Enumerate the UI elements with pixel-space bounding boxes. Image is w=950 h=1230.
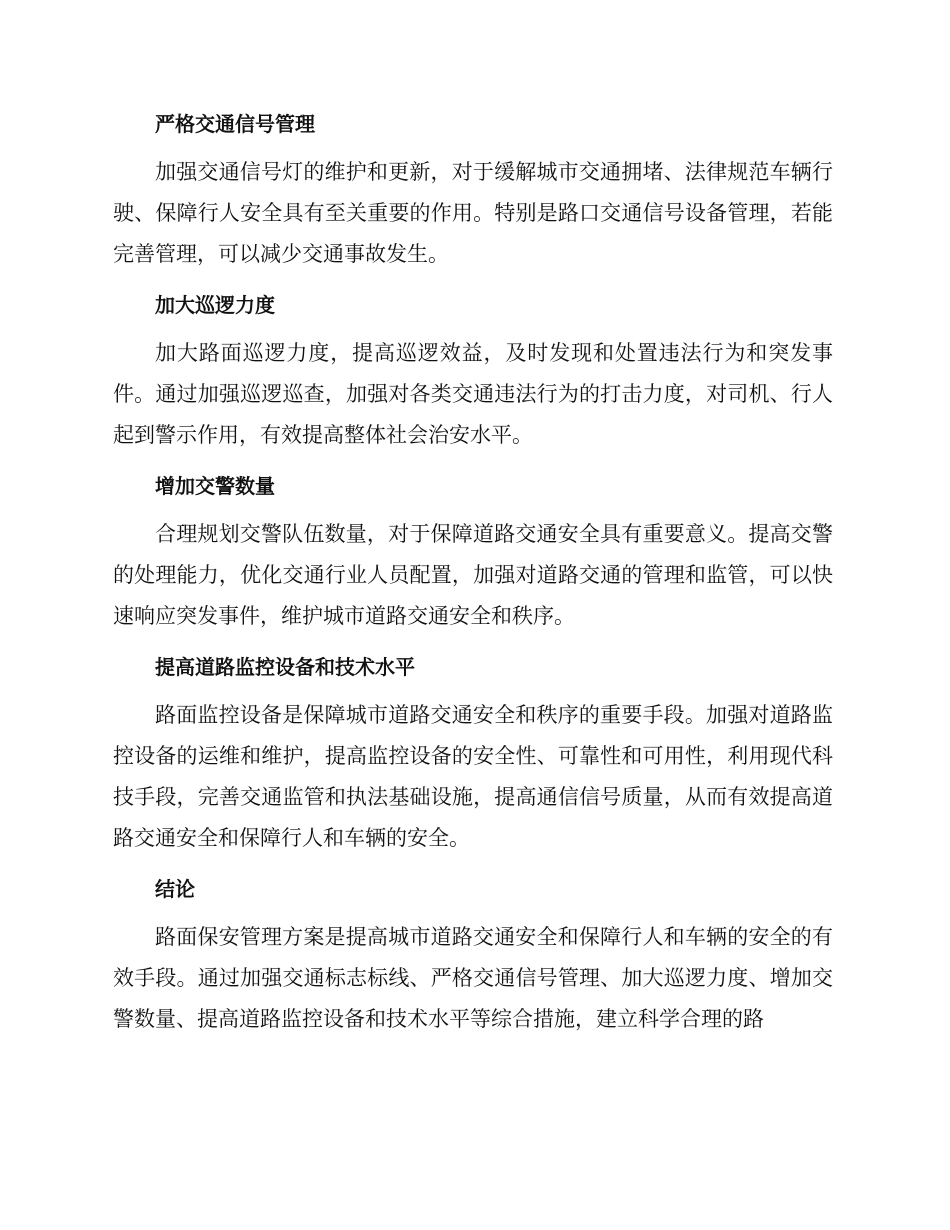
section-traffic-signal — [113, 104, 833, 275]
section-patrol — [113, 285, 833, 456]
section-heading: 增加交警数量 — [155, 474, 275, 498]
section-heading: 加大巡逻力度 — [155, 293, 275, 317]
document-page — [113, 104, 833, 1050]
section-monitoring — [113, 647, 833, 859]
section-paragraph: 加强交通信号灯的维护和更新，对于缓解城市交通拥堵、法律规范车辆行驶、保障行人安全具有至关重要的作用。特别是路口交通信号设备管理，若能完善管理，可以减少交通事故发生。 — [113, 160, 833, 266]
section-heading: 结论 — [155, 877, 195, 901]
section-conclusion — [113, 869, 833, 1040]
section-heading: 提高道路监控设备和技术水平 — [155, 655, 415, 679]
section-paragraph: 路面保安管理方案是提高城市道路交通安全和保障行人和车辆的安全的有效手段。通过加强交通标志标线、严格交通信号管理、加大巡逻力度、增加交警数量、提高道路监控设备和技术水平等综合措施，建立科学合理的路 — [113, 925, 833, 1031]
section-paragraph: 合理规划交警队伍数量，对于保障道路交通安全具有重要意义。提高交警的处理能力，优化交通行业人员配置，加强对道路交通的管理和监管，可以快速响应突发事件，维护城市道路交通安全和秩序。 — [113, 522, 833, 628]
section-paragraph: 路面监控设备是保障城市道路交通安全和秩序的重要手段。加强对道路监控设备的运维和维护，提高监控设备的安全性、可靠性和可用性，利用现代科技手段，完善交通监管和执法基础设施，提高通信信号质量，从而有效提高道路交通安全和保障行人和车辆的安全。 — [113, 703, 833, 850]
section-heading: 严格交通信号管理 — [155, 112, 315, 136]
section-paragraph: 加大路面巡逻力度，提高巡逻效益，及时发现和处置违法行为和突发事件。通过加强巡逻巡查，加强对各类交通违法行为的打击力度，对司机、行人起到警示作用，有效提高整体社会治安水平。 — [113, 341, 833, 447]
section-traffic-police — [113, 466, 833, 637]
